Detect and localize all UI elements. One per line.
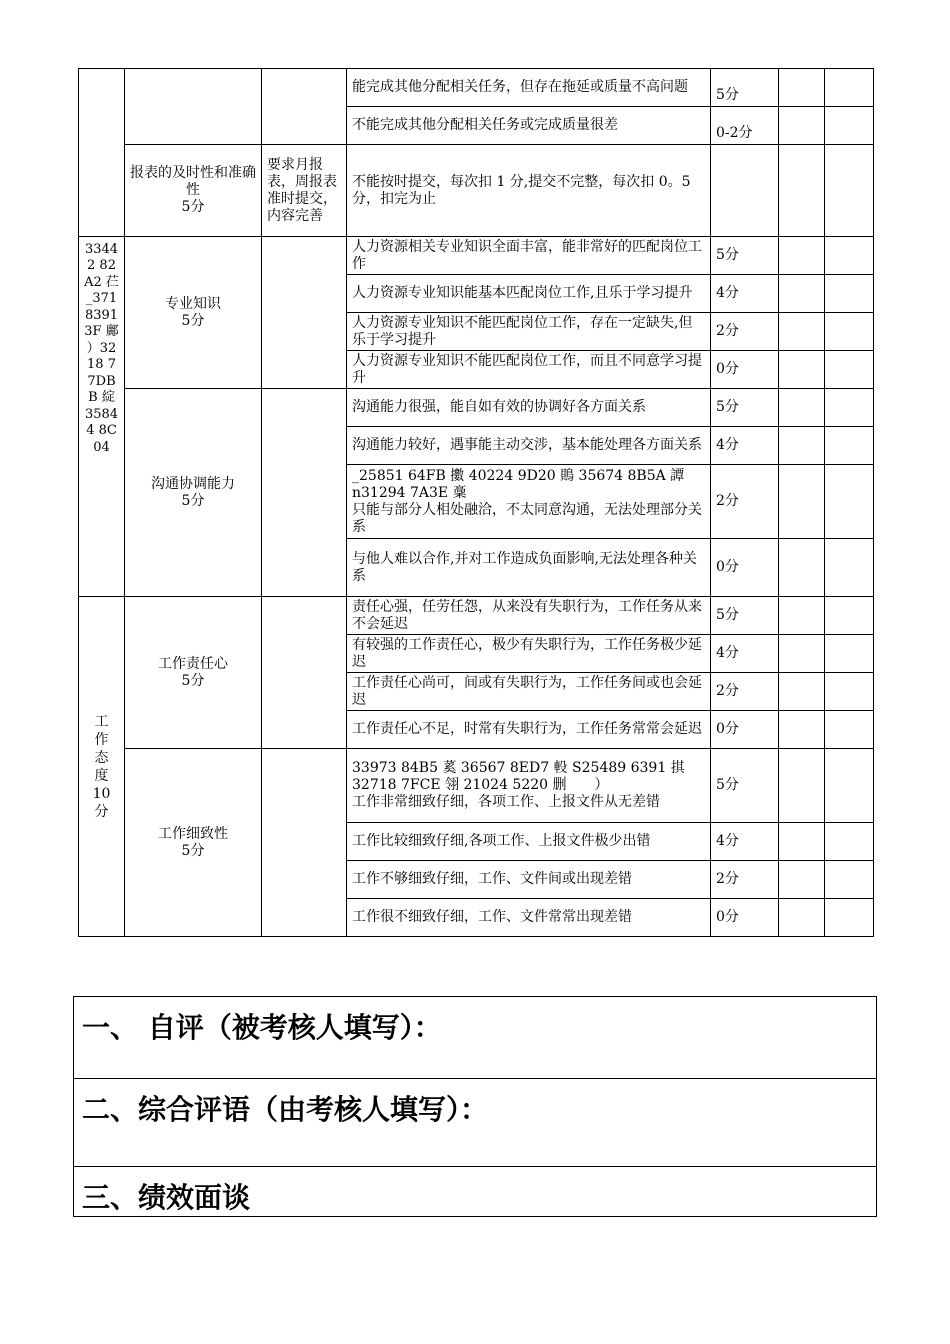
score-cell: 2分 [711, 465, 779, 539]
self-score-cell[interactable] [779, 673, 825, 711]
self-score-cell[interactable] [779, 749, 825, 823]
self-score-cell[interactable] [779, 427, 825, 465]
final-score-cell[interactable] [825, 861, 874, 899]
comprehensive-comment-section[interactable]: 二、综合评语（由考核人填写）： [74, 1079, 877, 1167]
criteria-text: 工作比较细致仔细,各项工作、上报文件极少出错 [347, 823, 711, 861]
self-score-cell[interactable] [779, 861, 825, 899]
requirement-detail [262, 749, 347, 937]
criteria-text: 工作不够细致仔细，工作、文件间或出现差错 [347, 861, 711, 899]
criteria-text: 责任心强，任劳任怨，从来没有失职行为，工作任务从来不会延迟 [347, 597, 711, 635]
criteria-text: 与他人难以合作,并对工作造成负面影响,无法处理各种关系 [347, 539, 711, 597]
criteria-text: 人力资源专业知识不能匹配岗位工作，存在一定缺失,但乐于学习提升 [347, 313, 711, 351]
score-cell: 4分 [711, 427, 779, 465]
score-cell: 4分 [711, 275, 779, 313]
final-score-cell[interactable] [825, 899, 874, 937]
final-score-cell[interactable] [825, 389, 874, 427]
self-score-cell[interactable] [779, 597, 825, 635]
self-score-cell[interactable] [779, 823, 825, 861]
score-cell [711, 145, 779, 237]
requirement-responsibility [262, 597, 347, 749]
score-cell: 2分 [711, 313, 779, 351]
final-score-cell[interactable] [825, 711, 874, 749]
subcategory-responsibility: 工作责任心 5分 [125, 597, 262, 749]
self-score-cell[interactable] [779, 539, 825, 597]
score-cell: 0-2分 [711, 107, 779, 145]
evaluation-table [78, 68, 874, 937]
final-score-cell[interactable] [825, 465, 874, 539]
self-score-cell[interactable] [779, 389, 825, 427]
self-score-cell[interactable] [779, 275, 825, 313]
criteria-text: 不能按时提交，每次扣 1 分,提交不完整，每次扣 0。5 分，扣完为止 [347, 145, 711, 237]
criteria-text: 人力资源专业知识能基本匹配岗位工作,且乐于学习提升 [347, 275, 711, 313]
subcategory-communication: 沟通协调能力 5分 [125, 389, 262, 597]
evaluation-sections [73, 996, 877, 1217]
score-cell: 5分 [711, 749, 779, 823]
self-score-cell[interactable] [779, 313, 825, 351]
score-cell: 5分 [711, 237, 779, 275]
final-score-cell[interactable] [825, 635, 874, 673]
subcategory-detail: 工作细致性 5分 [125, 749, 262, 937]
criteria-text: 人力资源相关专业知识全面丰富，能非常好的匹配岗位工作 [347, 237, 711, 275]
requirement-report: 要求月报表，周报表准时提交，内容完善 [262, 145, 347, 237]
score-cell: 0分 [711, 899, 779, 937]
self-score-cell[interactable] [779, 465, 825, 539]
final-score-cell[interactable] [825, 69, 874, 107]
criteria-text: 工作责任心尚可，间或有失职行为，工作任务间或也会延迟 [347, 673, 711, 711]
criteria-text: 工作责任心不足，时常有失职行为，工作任务常常会延迟 [347, 711, 711, 749]
final-score-cell[interactable] [825, 597, 874, 635]
requirement-communication [262, 389, 347, 597]
self-score-cell[interactable] [779, 899, 825, 937]
self-score-cell[interactable] [779, 145, 825, 237]
score-cell: 5分 [711, 69, 779, 107]
performance-interview-section[interactable]: 三、绩效面谈 [74, 1167, 877, 1217]
self-score-cell[interactable] [779, 107, 825, 145]
criteria-text: 沟通能力很强，能自如有效的协调好各方面关系 [347, 389, 711, 427]
final-score-cell[interactable] [825, 145, 874, 237]
category-attitude: 工 作 态 度 10 分 [79, 597, 125, 937]
final-score-cell[interactable] [825, 673, 874, 711]
criteria-text: 人力资源专业知识不能匹配岗位工作，而且不同意学习提升 [347, 351, 711, 389]
subcategory-knowledge: 专业知识 5分 [125, 237, 262, 389]
score-cell: 4分 [711, 823, 779, 861]
criteria-text: 有较强的工作责任心，极少有失职行为，工作任务极少延迟 [347, 635, 711, 673]
requirement-cell-top [262, 69, 347, 145]
criteria-text: 工作很不细致仔细，工作、文件常常出现差错 [347, 899, 711, 937]
final-score-cell[interactable] [825, 275, 874, 313]
self-score-cell[interactable] [779, 69, 825, 107]
score-cell: 0分 [711, 711, 779, 749]
final-score-cell[interactable] [825, 313, 874, 351]
score-cell: 0分 [711, 351, 779, 389]
self-score-cell[interactable] [779, 635, 825, 673]
criteria-text: _25851 64FB 擻 40224 9D20 鵙 35674 8B5A 譚 n31294 7A3E 稾 只能与部分人相处融洽，不太同意沟通，无法处理部分关系 [347, 465, 711, 539]
final-score-cell[interactable] [825, 237, 874, 275]
score-cell: 0分 [711, 539, 779, 597]
criteria-text: 沟通能力较好，遇事能主动交涉，基本能处理各方面关系 [347, 427, 711, 465]
subcategory-cell-top [125, 69, 262, 145]
criteria-text: 33973 84B5 蒵 36567 8ED7 軗 S25489 6391 掑 32718 7FCE 翎 21024 5220 删 ） 工作非常细致仔细，各项工作、上报文件从无差错 [347, 749, 711, 823]
score-cell: 2分 [711, 861, 779, 899]
final-score-cell[interactable] [825, 823, 874, 861]
self-score-cell[interactable] [779, 237, 825, 275]
score-cell: 5分 [711, 597, 779, 635]
score-cell: 2分 [711, 673, 779, 711]
self-score-cell[interactable] [779, 711, 825, 749]
final-score-cell[interactable] [825, 107, 874, 145]
final-score-cell[interactable] [825, 539, 874, 597]
score-cell: 4分 [711, 635, 779, 673]
score-cell: 5分 [711, 389, 779, 427]
subcategory-report: 报表的及时性和准确性 5分 [125, 145, 262, 237]
requirement-knowledge [262, 237, 347, 389]
final-score-cell[interactable] [825, 351, 874, 389]
category-cell-top [79, 69, 125, 237]
criteria-text: 不能完成其他分配相关任务或完成质量很差 [347, 107, 711, 145]
final-score-cell[interactable] [825, 427, 874, 465]
final-score-cell[interactable] [825, 749, 874, 823]
self-evaluation-section[interactable]: 一、 自评（被考核人填写）： [74, 997, 877, 1079]
criteria-text: 能完成其他分配相关任务，但存在拖延或质量不高问题 [347, 69, 711, 107]
self-score-cell[interactable] [779, 351, 825, 389]
category-code-cell: 33442 82A2 芢 _37183913F 鄺 ）3218 77DBB 綻 35844 8C04 [79, 237, 125, 597]
